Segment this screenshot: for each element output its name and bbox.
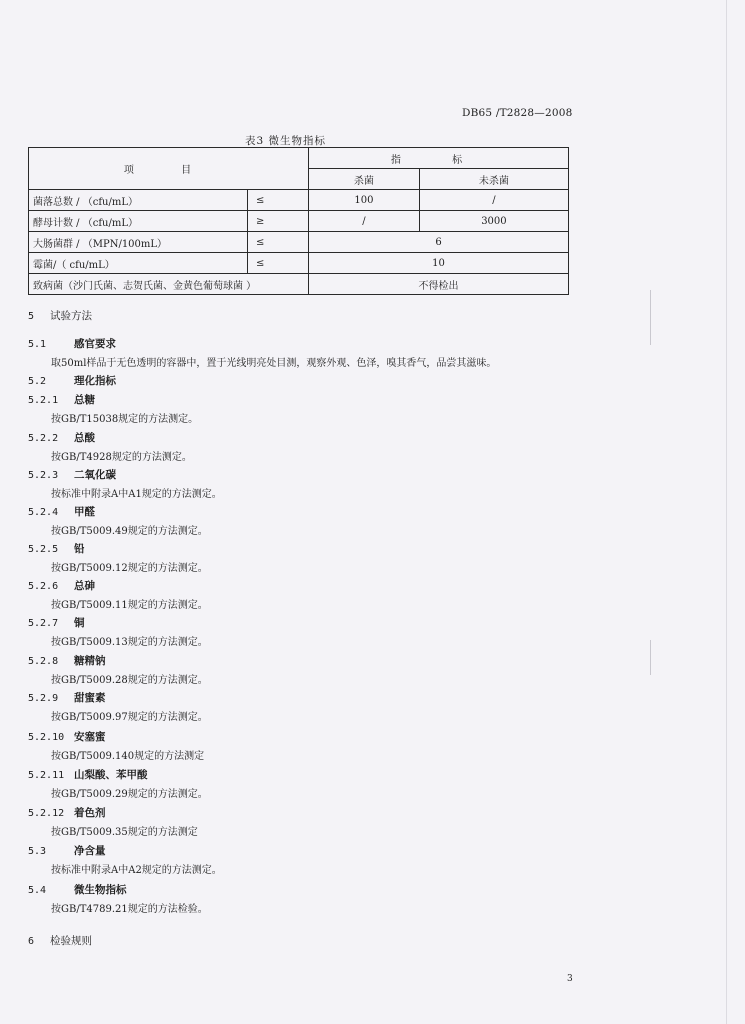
- row-operator: ≤: [248, 190, 309, 211]
- subsection-heading: 5.2.7 铜: [28, 617, 85, 629]
- subsection-body: 按GB/T4928规定的方法测定。: [51, 452, 192, 463]
- subsection-heading: 5.1 感官要求: [28, 338, 116, 350]
- subsection-heading: 5.2.11 山梨酸、苯甲酸: [28, 769, 148, 781]
- scan-mark: [650, 290, 651, 345]
- page-number: 3: [567, 974, 573, 984]
- row-merged-value: 10: [309, 253, 569, 274]
- row-merged-value: 6: [309, 232, 569, 253]
- microbial-indicator-table: [28, 147, 569, 295]
- subsection-heading: 5.2 理化指标: [28, 375, 116, 387]
- subsection-body: 按GB/T4789.21规定的方法检验。: [51, 904, 208, 915]
- section-heading: 5 试验方法: [28, 310, 92, 322]
- subsection-body: 按GB/T5009.12规定的方法测定。: [51, 563, 208, 574]
- table-row: [29, 211, 569, 232]
- row-merged-value: 不得检出: [309, 274, 569, 295]
- scan-edge: [726, 0, 727, 1024]
- section-heading: 6 检验规则: [28, 935, 92, 947]
- subsection-body: 按GB/T5009.13规定的方法测定。: [51, 637, 208, 648]
- table-caption: 表3 微生物指标: [245, 135, 327, 147]
- subsection-body: 按GB/T5009.49规定的方法测定。: [51, 526, 208, 537]
- header-sterilized: 杀菌: [309, 169, 420, 190]
- subsection-heading: 5.2.9 甜蜜素: [28, 692, 106, 704]
- header-item: 项 目: [29, 148, 309, 190]
- table-row: [29, 274, 569, 295]
- row-item: 大肠菌群 / （MPN/100mL）: [29, 232, 248, 253]
- subsection-heading: 5.2.3 二氧化碳: [28, 469, 116, 481]
- row-operator: ≤: [248, 232, 309, 253]
- standard-code: DB65 /T2828—2008: [462, 107, 573, 119]
- subsection-heading: 5.4 微生物指标: [28, 884, 127, 896]
- row-item: 酵母计数 / （cfu/mL）: [29, 211, 248, 232]
- subsection-heading: 5.2.2 总酸: [28, 432, 95, 444]
- subsection-heading: 5.2.5 铅: [28, 543, 85, 555]
- subsection-heading: 5.2.8 糖精钠: [28, 655, 106, 667]
- row-operator: ≤: [248, 253, 309, 274]
- subsection-body: 按GB/T5009.97规定的方法测定。: [51, 712, 208, 723]
- subsection-body: 取50ml样品于无色透明的容器中，置于光线明亮处目测，观察外观、色泽，嗅其香气，品尝其滋味。: [51, 358, 497, 369]
- table-row: [29, 253, 569, 274]
- subsection-body: 按标准中附录A中A1规定的方法测定。: [51, 489, 222, 500]
- subsection-body: 按GB/T5009.11规定的方法测定。: [51, 600, 208, 611]
- subsection-heading: 5.3 净含量: [28, 845, 106, 857]
- table-row: [29, 190, 569, 211]
- row-operator: ≥: [248, 211, 309, 232]
- subsection-heading: 5.2.4 甲醛: [28, 506, 95, 518]
- row-sterilized-value: /: [309, 211, 420, 232]
- header-indicator: 指 标: [309, 148, 569, 169]
- subsection-body: 按标准中附录A中A2规定的方法测定。: [51, 865, 222, 876]
- subsection-heading: 5.2.6 总砷: [28, 580, 95, 592]
- subsection-body: 按GB/T5009.35规定的方法测定: [51, 827, 198, 838]
- row-unsterilized-value: 3000: [419, 211, 568, 232]
- row-unsterilized-value: /: [419, 190, 568, 211]
- subsection-body: 按GB/T5009.140规定的方法测定: [51, 751, 205, 762]
- table-row: [29, 232, 569, 253]
- header-unsterilized: 未杀菌: [419, 169, 568, 190]
- table-header-row: [29, 148, 569, 169]
- row-item: 致病菌（沙门氏菌、志贺氏菌、金黄色葡萄球菌 ）: [29, 274, 309, 295]
- subsection-body: 按GB/T5009.28规定的方法测定。: [51, 675, 208, 686]
- subsection-heading: 5.2.10 安塞蜜: [28, 731, 106, 743]
- subsection-heading: 5.2.1 总糖: [28, 394, 95, 406]
- row-sterilized-value: 100: [309, 190, 420, 211]
- subsection-body: 按GB/T15038规定的方法测定。: [51, 414, 199, 425]
- scan-mark: [650, 640, 651, 675]
- row-item: 霉菌/（ cfu/mL）: [29, 253, 248, 274]
- subsection-heading: 5.2.12 着色剂: [28, 807, 106, 819]
- subsection-body: 按GB/T5009.29规定的方法测定。: [51, 789, 208, 800]
- row-item: 菌落总数 / （cfu/mL）: [29, 190, 248, 211]
